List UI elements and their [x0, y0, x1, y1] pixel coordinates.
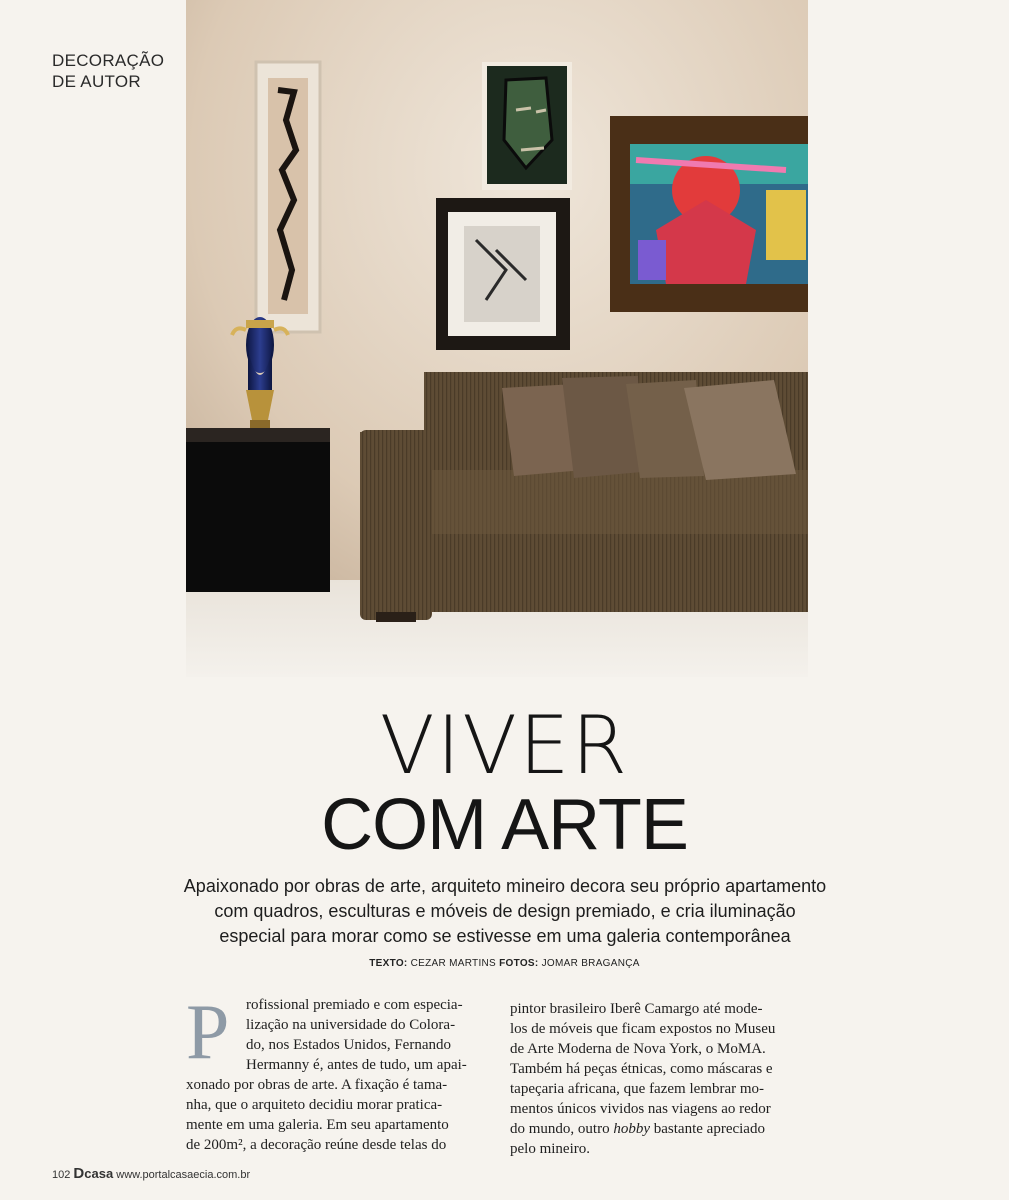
section-label	[52, 50, 164, 92]
body-line: Também há peças étnicas, como máscaras e	[510, 1061, 773, 1077]
body-line: de 200m², a decoração reúne desde telas do	[186, 1137, 447, 1153]
body-line: mente em uma galeria. Em seu apartamento	[186, 1117, 449, 1133]
body-line: pintor brasileiro Iberê Camargo até mode-	[510, 1001, 763, 1017]
section-label-line1: DECORAÇÃO	[52, 51, 165, 70]
page-number: 102	[52, 1169, 71, 1181]
headline-line1: VIVER	[379, 699, 630, 792]
body-column-2	[510, 999, 810, 1159]
byline	[0, 958, 1009, 969]
body-line: Hermanny é, antes de tudo, um apai-	[246, 1057, 467, 1073]
standfirst-line: com quadros, esculturas e móveis de design premiado, e cria iluminação	[214, 901, 796, 921]
logo-d: D	[73, 1165, 85, 1182]
standfirst-line: especial para morar como se estivesse em uma galeria contemporânea	[219, 926, 791, 946]
body-column-1	[186, 988, 486, 1155]
byline-photo-label: FOTOS:	[499, 958, 539, 969]
body-line: xonado por obras de arte. A fixação é tama-	[186, 1077, 448, 1093]
logo-casa: casa	[84, 1166, 114, 1181]
page-footer	[52, 1165, 250, 1182]
drop-cap: P	[186, 988, 230, 1075]
body-line: mentos únicos vividos nas viagens ao redor	[510, 1101, 771, 1117]
byline-writer: CEZAR MARTINS	[410, 958, 497, 969]
standfirst-line: Apaixonado por obras de arte, arquiteto mineiro decora seu próprio apartamento	[183, 876, 827, 896]
hero-photo	[186, 0, 808, 677]
body-emphasis: hobby	[613, 1121, 651, 1137]
body-line-start: do mundo, outro	[510, 1121, 610, 1137]
standfirst	[170, 874, 840, 949]
body-line	[510, 1119, 810, 1139]
body-line: do, nos Estados Unidos, Fernando	[246, 1037, 451, 1053]
website-url[interactable]: www.portalcasaecia.com.br	[116, 1169, 251, 1181]
byline-text-label: TEXTO:	[369, 958, 408, 969]
body-line: de Arte Moderna de Nova York, o MoMA.	[510, 1041, 766, 1057]
body-line-end: bastante apreciado	[650, 1121, 765, 1137]
section-label-line2: DE AUTOR	[52, 72, 141, 91]
magazine-logo	[73, 1166, 113, 1181]
body-line: rofissional premiado e com especia-	[246, 997, 463, 1013]
body-line: lização na universidade do Colora-	[246, 1017, 456, 1033]
body-line: pelo mineiro.	[510, 1141, 590, 1157]
byline-photographer: JOMAR BRAGANÇA	[541, 958, 640, 969]
headline-line2: COM ARTE	[321, 785, 688, 865]
body-line: tapeçaria africana, que fazem lembrar mo-	[510, 1081, 765, 1097]
body-line: los de móveis que ficam expostos no Museu	[510, 1021, 776, 1037]
body-line: nha, que o arquiteto decidiu morar pratica-	[186, 1097, 443, 1113]
